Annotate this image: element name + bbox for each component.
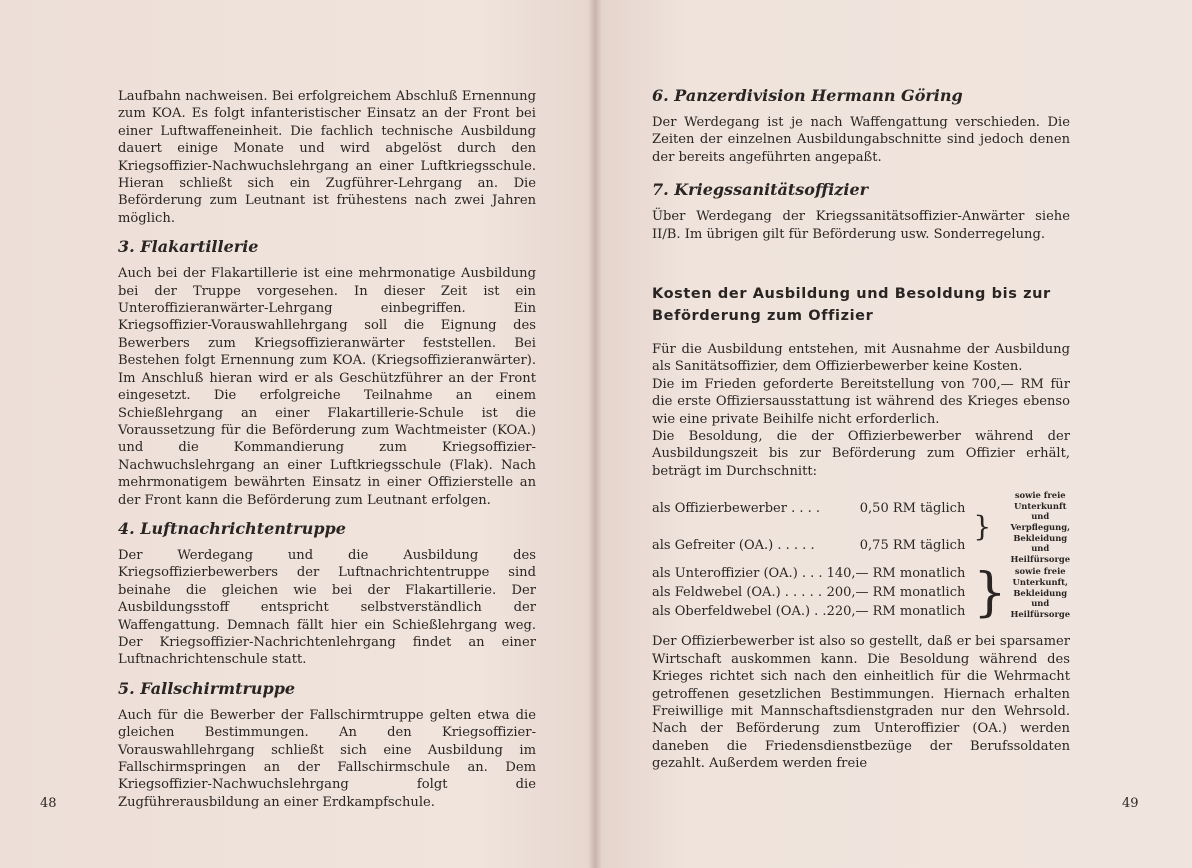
pay-note: sowie freie Unterkunft, Bekleidung und Heilfürsorge	[1010, 566, 1071, 619]
section-heading: 5. Fallschirmtruppe	[118, 678, 296, 698]
pay-row	[652, 490, 1070, 527]
section-heading: 6. Panzerdivision Hermann Göring	[652, 86, 963, 105]
brace: }	[973, 510, 992, 544]
rank-label: als Offizierbewerber . . . .	[652, 501, 821, 517]
section-text: Der Werdegang ist je nach Waffengattung verschieden. Die Zeiten der einzelnen Ausbildungabschnitte sind jedoch denen der bereits angeführten angepaßt.	[652, 115, 1070, 165]
section-text: Auch bei der Flakartillerie ist eine mehrmonatige Ausbildung bei der Truppe vorgesehen. In dieser Zeit ist ein Unteroffizieranwärter-Lehrgang einbegriffen. Ein Kriegsoffizier-Vorauswahllehrgang soll die Eignung des Bewerbers zum Kriegsoffizieranwärter feststellen. Bei Bestehen folgt Ernennung zum KOA. (Kriegsoffizieranwärter). Im Anschluß hieran wird er als Geschützführer an der Front eingesetzt. Die erfolgreiche Teilnahme an einem Schießlehrgang an einer Flakartillerie-Schule ist die Voraussetzung für die Beförderung zum Wachtmeister (KOA.) und die Kommandierung zum Kriegsoffizier-Nachwuchslehrgang an einer Luftkriegsschule (Flak). Nach mehrmonatigem bewährten Einsatz in einer Offizierstelle an der Front kann die Beförderung zum Leutnant erfolgen.	[118, 266, 536, 508]
rank-label: als Unteroffizier (OA.) . . .	[652, 566, 823, 582]
section-text: Auch für die Bewerber der Fallschirmtruppe gelten etwa die gleichen Bestimmungen. An den Kriegsoffizier-Vorauswahllehrgang schließt sich eine Ausbildung im Fallschirmspringen an der Fallschirmschule an. Dem Kriegsoffizier-Nachwuchslehrgang folgt die Zugführerausbildung an einer Erdkampfschule.	[118, 707, 536, 810]
right-column	[652, 86, 1070, 773]
rank-label: als Gefreiter (OA.) . . . . .	[652, 538, 815, 554]
cost-paragraph: Die Besoldung, die der Offizierbewerber während der Ausbildungszeit bis zur Beförderung zum Offizier erhält, beträgt im Durchschnitt:	[652, 429, 1070, 479]
section-heading: 7. Kriegssanitätsoffizier	[652, 180, 869, 200]
closing-paragraph: Der Offizierbewerber ist also so gestellt, daß er bei sparsamer Wirtschaft auskommen kann. Die Besoldung während des Krieges richtet sich nach den einheitlich für die Wehrmacht getroffenen gesetzlichen Bestimmungen. Hiernach erhalten Freiwillige mit Mannschaftsdienstgraden nur den Wehrsold. Nach der Beförderung zum Unteroffizier (OA.) werden daneben die Friedensdienstbezüge der Berufssoldaten gezahlt. Außerdem werden freie	[652, 634, 1070, 772]
section-text: Der Werdegang und die Ausbildung des Kriegsoffizierbewerbers der Luftnachrichtentruppe sind beinahe die gleichen wie bei der Flakartillerie. Der Ausbildungsstoff entspricht selbstverständlich der Waffengattung. Demnach fällt hier ein Schießlehrgang weg. Der Kriegsoffizier-Nachrichtenlehrgang findet an einer Luftnachrichtenschule statt.	[118, 547, 536, 668]
section-heading: 3. Flakartillerie	[118, 237, 259, 257]
pay-amount: 140,— RM monatlich	[826, 566, 966, 582]
pay-note: sowie freie Unterkunft und Verpflegung, Bekleidung und Heilfürsorge	[1010, 490, 1071, 564]
main-heading: Kosten der Ausbildung und Besoldung bis zur Beförderung zum Offizier	[652, 286, 1051, 325]
left-column	[118, 88, 536, 811]
pay-amount: 0,75 RM täglich	[859, 538, 966, 554]
cost-paragraph: Für die Ausbildung entstehen, mit Ausnahme der Ausbildung als Sanitätsoffizier, dem Offizierbewerber keine Kosten.	[652, 342, 1070, 375]
rank-label: als Oberfeldwebel (OA.) . .	[652, 604, 827, 620]
page-number-right: 49	[1122, 796, 1139, 811]
cost-paragraph: Die im Frieden geforderte Bereitstellung von 700,— RM für die erste Offiziersausstattung ist während des Krieges ebenso wie eine private Beihilfe nicht erforderlich.	[652, 376, 1070, 427]
brace: }	[973, 562, 1007, 623]
pay-table	[652, 490, 1070, 621]
intro-paragraph: Laufbahn nachweisen. Bei erfolgreichem Abschluß Ernennung zum KOA. Es folgt infanteristischer Einsatz an der Front bei einer Luftwaffeneinheit. Die fachlich technische Ausbildung dauert einige Monate und wird abgelöst durch den Kriegsoffizier-Nachwuchslehrgang an einer Luftkriegsschule. Hieran schließt sich ein Zugführer-Lehrgang an. Die Beförderung zum Leutnant ist frühestens nach zwei Jahren möglich.	[118, 89, 536, 226]
pay-amount: 200,— RM monatlich	[826, 585, 966, 601]
section-text: Über Werdegang der Kriegssanitätsoffizier-Anwärter siehe II/B. Im übrigen gilt für Beförderung usw. Sonderregelung.	[652, 209, 1070, 242]
page-number-left: 48	[40, 796, 57, 811]
pay-amount: 0,50 RM täglich	[859, 501, 966, 517]
rank-label: als Feldwebel (OA.) . . . . .	[652, 585, 822, 601]
pay-row	[652, 564, 1070, 583]
pay-amount: 220,— RM monatlich	[826, 604, 966, 620]
book-gutter	[588, 0, 602, 868]
section-heading: 4. Luftnachrichtentruppe	[118, 518, 346, 538]
